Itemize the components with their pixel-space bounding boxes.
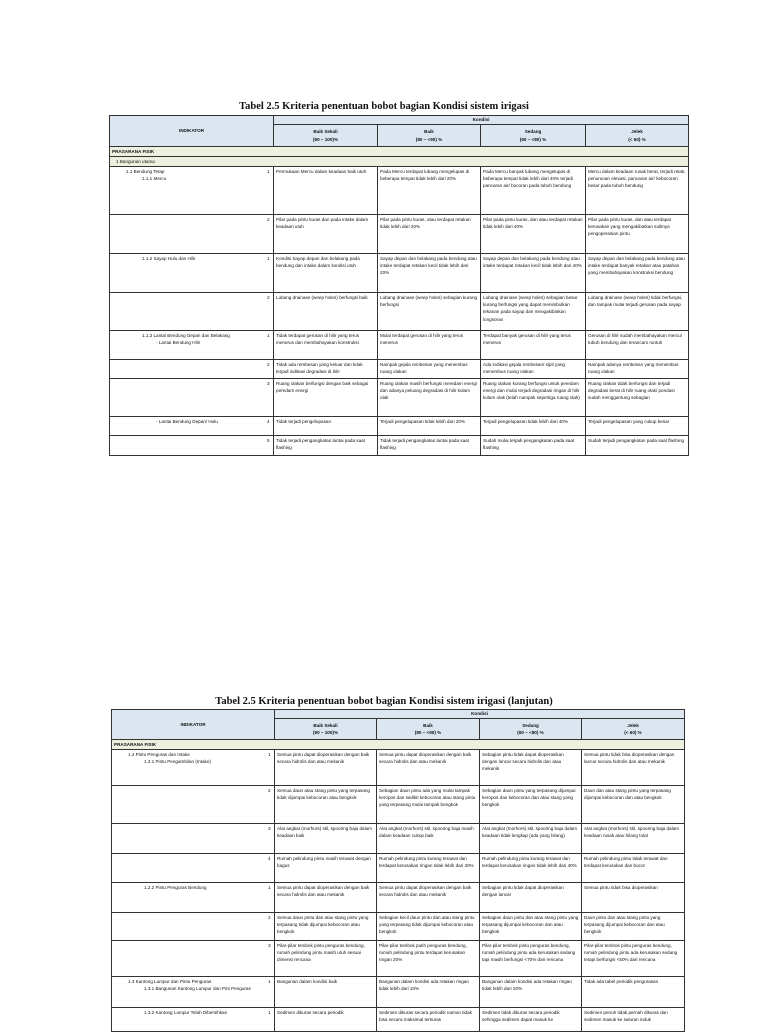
table-row [112, 786, 685, 824]
table-row [110, 417, 689, 436]
criteria-cell: Tidak ada rembesan yang keluar dan tidak terjadi indikasi degradasi di hilir [274, 360, 378, 379]
criteria-cell: Lubang drainase (weep holes) sebagian besar kurang berfungsi yang dapat menimbulkan tekanan pada sayap dan mengakibatkan longsoran [481, 293, 586, 331]
criteria-cell: Tidak terjadi pengelupasan [274, 417, 378, 436]
criteria-cell: Tidak terjadi pengangkatan lantai pada saat flashing [378, 436, 481, 456]
criteria-cell: Semua pintu dapat dioperasikan dengan baik secara hidrolis dan atau mekanik [275, 750, 377, 786]
indicator-cell: 1.1.2 Sayap Hulu dan Hilir [110, 254, 264, 293]
criteria-cell: Sedimen tidak dikuras secara periodik sehingga sedimen dapat masuk ke [480, 1008, 582, 1032]
criteria-cell: Sudah mulai terjadi pengangkatan pada saat flashing [481, 436, 586, 456]
criteria-cell: Rumah pelindung pintu tidak terawat dan terdapat kerusakan dan bocor [582, 854, 685, 883]
table-row [110, 379, 689, 417]
indicator-cell: 1.1 Bendung Tetap 1.1.1 Mercu [110, 167, 264, 215]
table-row [110, 436, 689, 456]
criteria-cell: Sebagian daun pintu dan atau stang pintu yang terpasang dijumpai kebocoran dan atau bengkok [480, 913, 582, 941]
section-label: PRASARANA FISIK [110, 147, 689, 157]
row-number: 1 [265, 977, 275, 1008]
row-number: 1 [265, 750, 275, 786]
criteria-cell: Ruang olakan kurang berfungsi untuk peredam energi dan mulai terjadi degradasi ringan di hilir kolam olak (telah nampak sepertiga ruang olak) [481, 379, 586, 417]
header-baik-sekali: Baik Sekali (90 – 100)% [274, 125, 378, 147]
indicator-cell [112, 941, 265, 977]
row-number: 2 [264, 360, 274, 379]
table-row [112, 824, 685, 854]
row-number: 1 [264, 331, 274, 360]
criteria-cell: Rumah pelindung pintu kurang terawat dan terdapat kerusakan ringan tidak lebih dari 20% [377, 854, 480, 883]
criteria-cell: Sayap depan dan belakang pada bendung atau intake terdapat retakan kecil tidak lebih dari 40% [481, 254, 586, 293]
criteria-cell: Pilar pada pintu kuras, atau terdapat retakan tidak lebih dari 20% [378, 215, 481, 254]
row-number: 2 [265, 913, 275, 941]
criteria-cell: Tidak terjadi pengangkatan lantai pada saat flashing [274, 436, 378, 456]
header-baik: Baik (80 – <90) % [377, 719, 480, 740]
criteria-cell: Sebagian daun pintu ada yang mulai tampak keropos dan sedikit kebocoran atau stang pintu yang terpasang mulai tampak bengkok [377, 786, 480, 824]
indicator-cell: - Lantai Bendung Depan/ Hulu [110, 417, 264, 436]
table-row [110, 167, 689, 215]
header-indikator: INDIKATOR [112, 710, 275, 740]
indicator-cell [112, 854, 265, 883]
criteria-cell: Pilar pada pintu kuras dan pada intake dalam keadaan utuh [274, 215, 378, 254]
criteria-cell: Bangunan dalam kondisi ada retakan ringan tidak lebih dari 10% [377, 977, 480, 1008]
criteria-cell: Daun dan atau stang pintu yang terpasang dijumpai kebocoran dan atau bengkok [582, 786, 685, 824]
row-number: 5 [264, 436, 274, 456]
row-number: 1 [265, 883, 275, 913]
header-sedang: Sedang (60 – <80) % [481, 125, 586, 147]
indicator-cell: 1.3.2 Kantong Lumpur Telah Dibersihkan [112, 1008, 265, 1032]
criteria-cell: Bangunan dalam kondisi baik [275, 977, 377, 1008]
row-number: 4 [264, 417, 274, 436]
criteria-cell: Alat angkat (morhors) stil, spooring baja dalam keadaan rusak atau hilang total [582, 824, 685, 854]
criteria-cell: Pilar pada pintu kuras, dan atau terdapat retakan tidak lebih dari 40% [481, 215, 586, 254]
criteria-cell: Rumah pelindung pintu kurang terawat dan terdapat kerusakan ringan tidak lebih dari 40% [480, 854, 582, 883]
row-number: 2 [265, 786, 275, 824]
indicator-cell [110, 360, 264, 379]
criteria-cell: Pilar-pilar tembok pintu penguras bendung, rumah pelindung pintu masih utuh sesuai dimensi rencana [275, 941, 377, 977]
table-title: Tabel 2.5 Kriteria penentuan bobot bagian Kondisi sistem irigasi (lanjutan) [215, 696, 553, 707]
criteria-cell: Pada Mercu terdapat lubang mengelupas di beberapa tempat tidak lebih dari 20% [378, 167, 481, 215]
row-number: 3 [265, 941, 275, 977]
criteria-cell: Mercu dalam keadaan rusak berat, terjadi retak, penurunan elevasi, pancaran air/ kebocoran besar pada tubuh bendung [586, 167, 689, 215]
table-row [110, 254, 689, 293]
header-sedang: Sedang (60 – <80) % [480, 719, 582, 740]
criteria-cell: Ruang olakan masih berfungsi meredam energi dan adanya peluang degradasi di hilir kolam olak [378, 379, 481, 417]
criteria-cell: Tidak ada tabel periodik pengurasan [582, 977, 685, 1008]
criteria-cell: Gerusan di hilir sudah membahayakan mercu/ tubuh bendung dan terancam runtuh [586, 331, 689, 360]
indicator-cell [112, 913, 265, 941]
header-baik-sekali: Baik Sekali (90 – 100)% [275, 719, 377, 740]
criteria-cell: Sebagian daun pintu yang terpasang dijumpai keropos dan kebocoran dan atau stang yang bengkok [480, 786, 582, 824]
criteria-table-continued [111, 709, 685, 1032]
criteria-cell: Sedimen penuh tidak pernah dikuras dan sedimen masuk ke saluran induk [582, 1008, 685, 1032]
criteria-cell: Sedimen dikuras secara periodik namun tidak bisa secara maksimal terkuras [377, 1008, 480, 1032]
row-number: 1 [264, 254, 274, 293]
row-number: 1 [264, 167, 274, 215]
criteria-cell: Lubang drainase (weep holes) sebagian kurang berfungsi [378, 293, 481, 331]
criteria-cell: Pilar pada pintu kuras, dan atau terdapat kerusakan yang mengakibatkan sulitnya pengoperasian pintu [586, 215, 689, 254]
table-row [112, 977, 685, 1008]
row-number: 2 [264, 215, 274, 254]
header-indikator: INDIKATOR [110, 116, 274, 147]
criteria-cell: Lubang drainase (weep holes) berfungsi baik [274, 293, 378, 331]
criteria-cell: Terdapat banyak gerusan di hilir yang terus menerus [481, 331, 586, 360]
criteria-table [109, 115, 689, 456]
criteria-cell: Ruang olakan tidak berfungsi dan terjadi degradasi berat di hilir ruang olak/ pondasi sudah menggantung sebagian [586, 379, 689, 417]
indicator-cell [110, 379, 264, 417]
table-row [110, 331, 689, 360]
indicator-cell: 1.1.3 Lantai Bendung Depan dan Belakang - Lantai Bendung Hilir [110, 331, 264, 360]
indicator-cell: 1.2 Pintu Penguras dan Intake 1.2.1 Pintu Pengambilan (Intake) [112, 750, 265, 786]
indicator-cell [112, 786, 265, 824]
indicator-cell [110, 293, 264, 331]
criteria-cell: Nampak gejala rembesan yang menembus ruang olakan [378, 360, 481, 379]
table-row [112, 1008, 685, 1032]
criteria-cell: Semua pintu dapat dioperasikan dengan baik secara hidrolis dan atau mekanik [275, 883, 377, 913]
criteria-cell: Sebagian kecil daun pintu dan atau stang pintu yang terpasang tidak dijumpai kebocoran atau bengkok [377, 913, 480, 941]
criteria-cell: Terjadi pengelupasan yang cukup besar [586, 417, 689, 436]
criteria-cell: Terjadi pengelupasan tidak lebih dari 20% [378, 417, 481, 436]
criteria-cell: Permukaan Mercu dalam keadaan baik utuh [274, 167, 378, 215]
criteria-cell: Pilar-pilar tembok pintu penguras bendung, rumah pelindung pintu ada kerusakan sedang tetapi berfungsi <50% dari rencana [582, 941, 685, 977]
table-title: Tabel 2.5 Kriteria penentuan bobot bagian Kondisi sistem irigasi [239, 101, 529, 112]
header-kondisi: Kondisi [275, 710, 685, 719]
row-number: 2 [264, 293, 274, 331]
table-row [112, 854, 685, 883]
criteria-cell: Semua daun atau stang pintu yang terpasang tidak dijumpai kebocoran atau bengkok [275, 786, 377, 824]
criteria-cell: Ruang olakan berfungsi dengan baik sebagai peredam energi [274, 379, 378, 417]
indicator-cell: 1.3 Kantong Lumpur dan Pintu Penguras 1.3.1 Bangunan Kantong Lumpur dan Pint Penguras [112, 977, 265, 1008]
row-number: 1 [265, 1008, 275, 1032]
criteria-cell: Alat angkat (morhors) stil, spooring baja dalam keadaan baik [275, 824, 377, 854]
criteria-cell: Sebagian pintu tidak dapat dioperasikan dengan lancar secara hidrolis dan atau mekanik [480, 750, 582, 786]
criteria-cell: Semua pintu dapat dioperasikan dengan baik secara hidrolis dan atau mekanik [377, 750, 480, 786]
criteria-cell: Sedimen dikuras secara periodik [275, 1008, 377, 1032]
header-baik: Baik (80 – <90) % [378, 125, 481, 147]
table-row [112, 750, 685, 786]
criteria-cell: Pada Mercu banyak lubang mengelupas di beberapa tempat tidak lebih dari 40% terjadi pancaran air/ bocoran pada tubuh bendung [481, 167, 586, 215]
criteria-cell: Nampak adanya rembesan yang menembus ruang olakan [586, 360, 689, 379]
criteria-cell: Semua pintu tidak bisa dioperasikan [582, 883, 685, 913]
criteria-cell: Sudah terjadi pengangkatan pada saat flashing [586, 436, 689, 456]
header-jelek: Jelek (< 60) % [582, 719, 685, 740]
row-number: 3 [265, 824, 275, 854]
criteria-cell: Alat angkat (morhors) stil, spooring baja dalam keadaan tidak lengkap (ada yang hilang) [480, 824, 582, 854]
table-row [112, 941, 685, 977]
indicator-cell [110, 215, 264, 254]
criteria-cell: Ada indikasi gejala rembesan/ sipit yang menembus ruang olakan [481, 360, 586, 379]
criteria-cell: Kondisi Sayap depan dan belakang pada bendung dan intake dalam kondisi utuh [274, 254, 378, 293]
section-label: PRASARANA FISIK [112, 740, 685, 750]
criteria-cell: Sayap depan dan belakang pada bendung atau intake terdapat retakan kecil tidak lebih dari 20% [378, 254, 481, 293]
indicator-cell: 1.2.2 Pintu Penguras Bendung [112, 883, 265, 913]
criteria-cell: Pilar-pilar tembok putih penguras bendung, rumah pelindung pintu terdapat kerusakan ringan 20% [377, 941, 480, 977]
row-number: 4 [265, 854, 275, 883]
table-row [112, 883, 685, 913]
criteria-cell: Semua daun pintu dan atau stang pintu yang terpasang tidak dijumpai kebocoran atau bengkok [275, 913, 377, 941]
criteria-cell: Semua pintu dapat dioperasikan dengan baik secara hidrolis dan atau mekanik [377, 883, 480, 913]
criteria-cell: Tidak terdapat gerusan di hilir yang terus menerus dan membahayakan konstruksi [274, 331, 378, 360]
criteria-cell: Terjadi pengelupasan tidak lebih dari 40% [481, 417, 586, 436]
table-row [110, 360, 689, 379]
criteria-cell: Sebagian pintu tidak dapat dioperasikan dengan lancar [480, 883, 582, 913]
criteria-cell: Sayap depan dan belakang pada bendung atau intake terdapat banyak retakan atau patahan yang membahayakan konstruksi bendung [586, 254, 689, 293]
subsection-label: 1 Bangunan utama [110, 157, 689, 167]
criteria-cell: Rumah pelindung pintu masih terawat dengan bagus [275, 854, 377, 883]
header-kondisi: Kondisi [274, 116, 689, 125]
table-row [110, 215, 689, 254]
row-number: 3 [264, 379, 274, 417]
table-row [110, 293, 689, 331]
criteria-cell: Lubang drainase (weep holes) tidak berfungsi, dan tampak mulai terjadi gerusan pada sayap [586, 293, 689, 331]
header-jelek: Jelek (< 60) % [586, 125, 689, 147]
criteria-cell: Pilar-pilar tembok pintu penguras bendung, rumah pelindung pintu ada kerusakan sedang tapi masih berfungsi <70% dari rencana [480, 941, 582, 977]
criteria-cell: Alat angkat (morhors) stil, spooring baja masih dalam keadaan cukup baik [377, 824, 480, 854]
criteria-cell: Semua pintu tidak bisa dioperasikan dengan lancar secara hidrolis dan atau mekanik [582, 750, 685, 786]
indicator-cell [112, 824, 265, 854]
indicator-cell [110, 436, 264, 456]
criteria-cell: Bangunan dalam kondisi ada retakan ringan tidak lebih dari 20% [480, 977, 582, 1008]
criteria-cell: Mulai terdapat gerusan di hilir yang terus menerus [378, 331, 481, 360]
criteria-cell: Daun pintu dan atau stang pintu yang terpasang dijumpai kebocoran dan atau bengkok [582, 913, 685, 941]
table-row [112, 913, 685, 941]
